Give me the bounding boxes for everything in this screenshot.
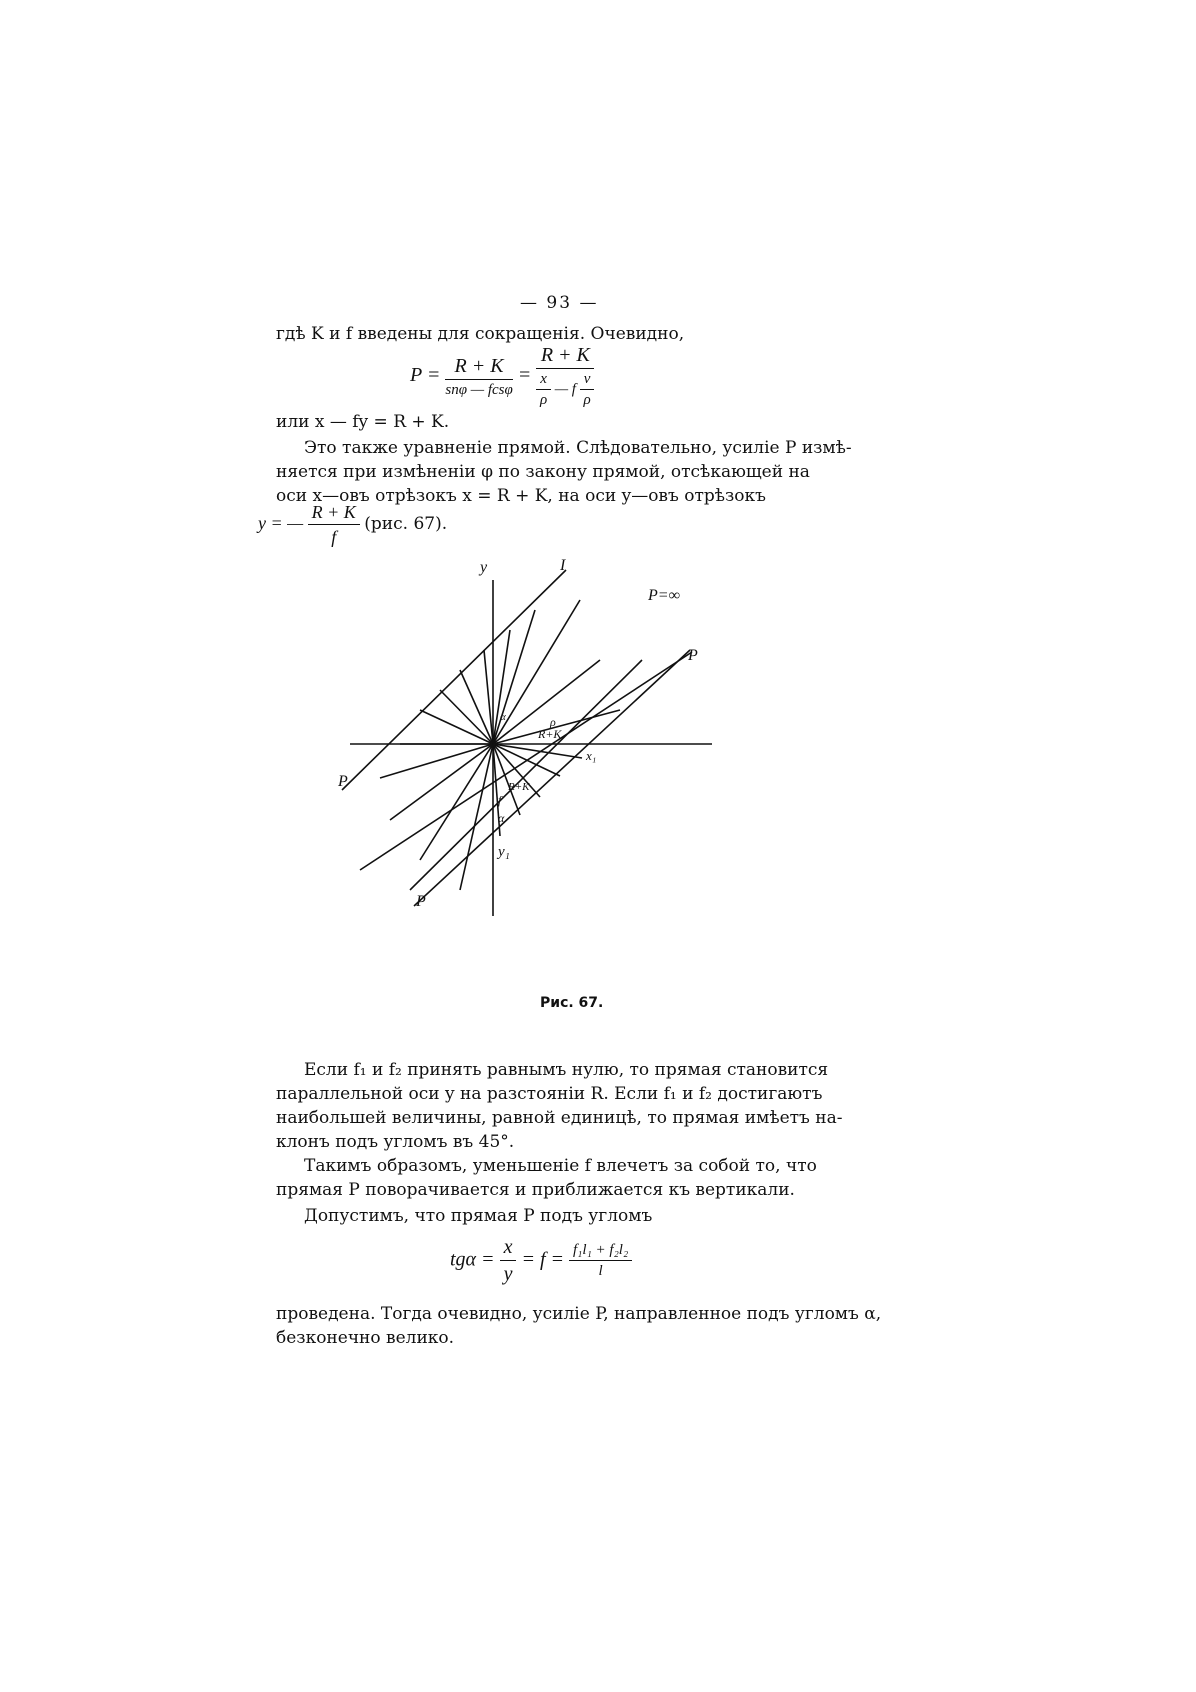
label-rho: ρ — [550, 715, 556, 729]
equation-line: или x — fy = R + K. — [276, 412, 450, 432]
x-num: x — [536, 371, 551, 390]
y-prefix: y = — — [258, 513, 304, 534]
label-alpha-2: α — [500, 711, 506, 723]
rho-den-2: ρ — [583, 392, 591, 408]
l-denominator: l — [598, 1263, 603, 1279]
frac1-numerator: R + K — [445, 355, 512, 380]
text-line: Такимъ образомъ, уменьшеніе f влечетъ за собой то, что — [304, 1156, 817, 1176]
text-line: оси x—овъ отрѣзокъ x = R + K, на оси y—овъ отрѣзокъ — [276, 486, 766, 506]
fraction-1 — [445, 355, 512, 399]
label-r-plus-k: R+K — [538, 727, 562, 741]
x-numerator: x — [500, 1236, 517, 1261]
paragraph-4 — [276, 1154, 856, 1202]
paragraph-5 — [276, 1204, 856, 1228]
frac2-denominator — [536, 369, 594, 409]
v-num: v — [580, 371, 595, 390]
paragraph-line-equation — [276, 410, 856, 434]
paragraph-intro — [276, 322, 856, 346]
text-line: наибольшей величины, равной единицѣ, то прямая имѣетъ на- — [276, 1108, 843, 1128]
label-f: f — [498, 793, 502, 807]
label-p-right: P — [688, 647, 698, 664]
text-line: параллельной оси y на разстояніи R. Если f₁ и f₂ достигаютъ — [276, 1084, 823, 1104]
text-line: Это также уравненіе прямой. Слѣдовательно, усиліе P измѣ- — [304, 438, 852, 458]
paragraph-3 — [276, 1058, 856, 1154]
label-x1: x₁ — [586, 748, 597, 763]
text-line: няется при измѣненіи φ по закону прямой, отсѣкающей на — [276, 462, 810, 482]
eq-sign: = — [517, 364, 532, 387]
text-line: Допустимъ, что прямая P подъ угломъ — [304, 1206, 653, 1226]
text-line: клонъ подъ угломъ въ 45°. — [276, 1132, 515, 1152]
text-line: прямая P поворачивается и приближается къ вертикали. — [276, 1180, 795, 1200]
frac2-numerator: R + K — [536, 344, 594, 369]
text-line: гдѣ K и f введены для сокращенія. Очевидно, — [276, 324, 685, 344]
equation-tg — [450, 1236, 632, 1286]
label-p-bottom: P — [416, 893, 426, 910]
page-number: — 93 — — [520, 293, 599, 313]
fraction-f-l — [569, 1242, 632, 1280]
text-line: безконечно велико. — [276, 1328, 455, 1348]
line-right — [414, 650, 690, 906]
label-y1: y₁ — [498, 844, 510, 860]
equation-y-intercept — [258, 502, 447, 548]
text-line: проведена. Тогда очевидно, усиліе P, направленное подъ угломъ α, — [276, 1304, 882, 1324]
tg-lhs: tgα = — [450, 1248, 495, 1271]
label-line-I: I — [560, 557, 566, 574]
equals-f: = f = — [521, 1248, 565, 1271]
line-inner — [360, 652, 692, 870]
fraction-x-y — [500, 1236, 517, 1286]
paragraph-2 — [276, 436, 856, 508]
text-line: Если f₁ и f₂ принять равнымъ нулю, то прямая становится — [304, 1060, 829, 1080]
paragraph-6 — [276, 1302, 882, 1350]
fraction-y — [308, 502, 360, 548]
figure-reference: (рис. 67). — [364, 514, 448, 535]
y-denominator: y — [503, 1263, 513, 1285]
frac1-denominator: snφ — fcsφ — [445, 381, 513, 398]
figure-67 — [338, 557, 740, 930]
y-denominator: f — [331, 527, 337, 547]
label-p-infinity: P=∞ — [648, 587, 680, 604]
minus-f: — f — [554, 381, 576, 398]
label-r-plus-k-2: R+K — [508, 781, 530, 793]
equation-p — [410, 344, 594, 409]
fraction-2 — [536, 344, 594, 409]
frac-v-rho — [580, 371, 595, 409]
rho-den: ρ — [540, 392, 548, 408]
label-y-top: y — [480, 559, 488, 576]
fl-numerator: f₁l₁ + f₂l₂ — [569, 1242, 632, 1261]
y-numerator: R + K — [308, 502, 360, 525]
label-p-left: P — [338, 773, 348, 790]
figure-caption: Рис. 67. — [540, 995, 604, 1011]
eq-lhs: P = — [410, 364, 441, 387]
label-alpha: α — [498, 811, 505, 825]
frac-x-rho — [536, 371, 551, 409]
